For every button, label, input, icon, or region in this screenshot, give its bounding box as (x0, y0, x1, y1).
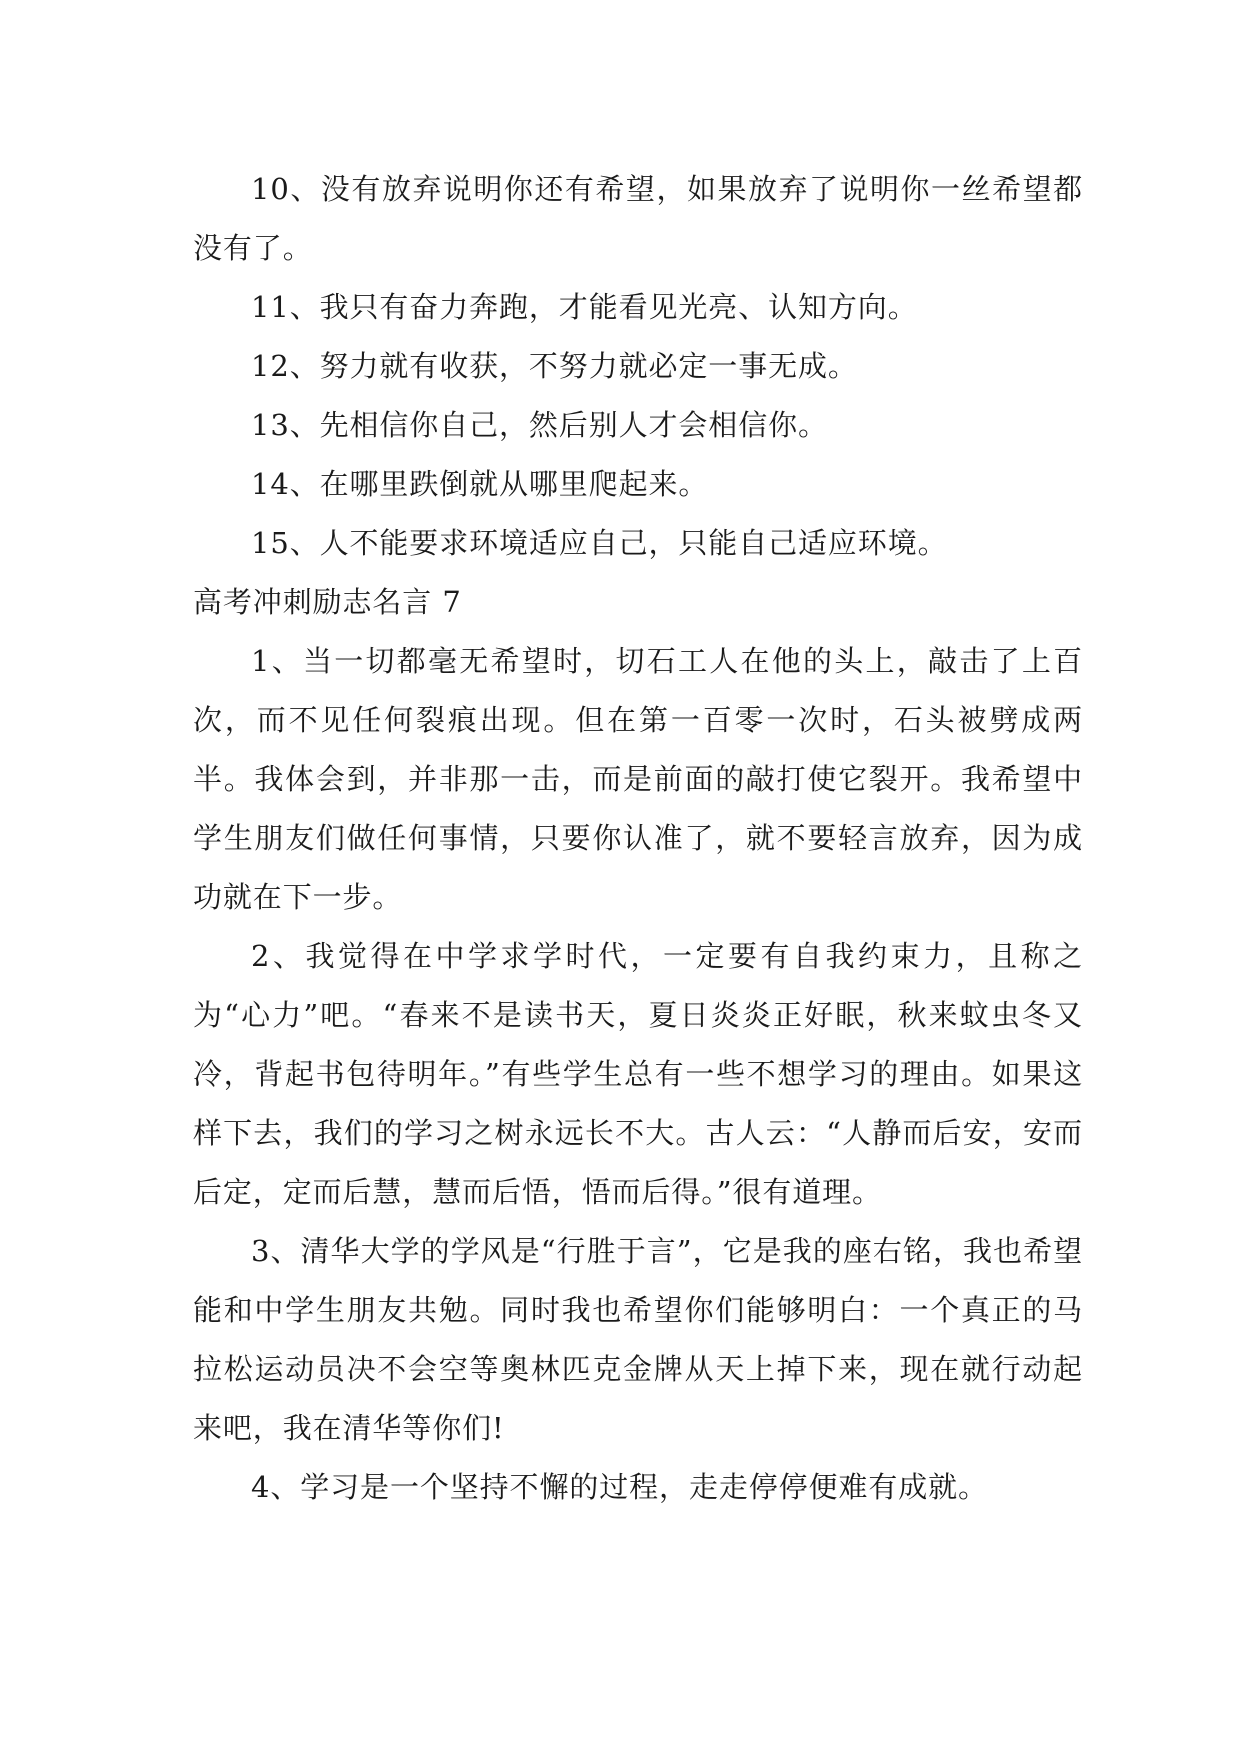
paragraph-10: 10、没有放弃说明你还有希望，如果放弃了说明你一丝希望都没有了。 (193, 172, 1083, 265)
paragraph-4: 4、学习是一个坚持不懈的过程，走走停停便难有成就。 (251, 1470, 988, 1504)
paragraph-15: 15、人不能要求环境适应自己，只能自己适应环境。 (251, 526, 948, 560)
paragraph-2: 2、我觉得在中学求学时代，一定要有自我约束力，且称之为“心力”吧。“春来不是读书天，夏日炎炎正好眠，秋来蚊虫冬又冷，背起书包待明年。”有些学生总有一些不想学习的理由。如果这样下去，我们的学习之树永远长不大。古人云：“人静而后安，安而后定，定而后慧，慧而后悟，悟而后得。”很有道理。 (193, 939, 1083, 1209)
paragraph-12: 12、努力就有收获，不努力就必定一事无成。 (251, 349, 858, 383)
paragraph-14: 14、在哪里跌倒就从哪里爬起来。 (251, 467, 709, 501)
paragraph-13: 13、先相信你自己，然后别人才会相信你。 (251, 408, 828, 442)
paragraph-11: 11、我只有奋力奔跑，才能看见光亮、认知方向。 (251, 290, 918, 324)
section-heading: 高考冲刺励志名言 7 (193, 585, 462, 619)
document-body (193, 160, 1083, 1517)
paragraph-3: 3、清华大学的学风是“行胜于言”，它是我的座右铭，我也希望能和中学生朋友共勉。同时我也希望你们能够明白：一个真正的马拉松运动员决不会空等奥林匹克金牌从天上掉下来，现在就行动起来吧，我在清华等你们! (193, 1234, 1083, 1445)
paragraph-1: 1、当一切都毫无希望时，切石工人在他的头上，敲击了上百次，而不见任何裂痕出现。但在第一百零一次时，石头被劈成两半。我体会到，并非那一击，而是前面的敲打使它裂开。我希望中学生朋友们做任何事情，只要你认准了，就不要轻言放弃，因为成功就在下一步。 (193, 644, 1083, 914)
